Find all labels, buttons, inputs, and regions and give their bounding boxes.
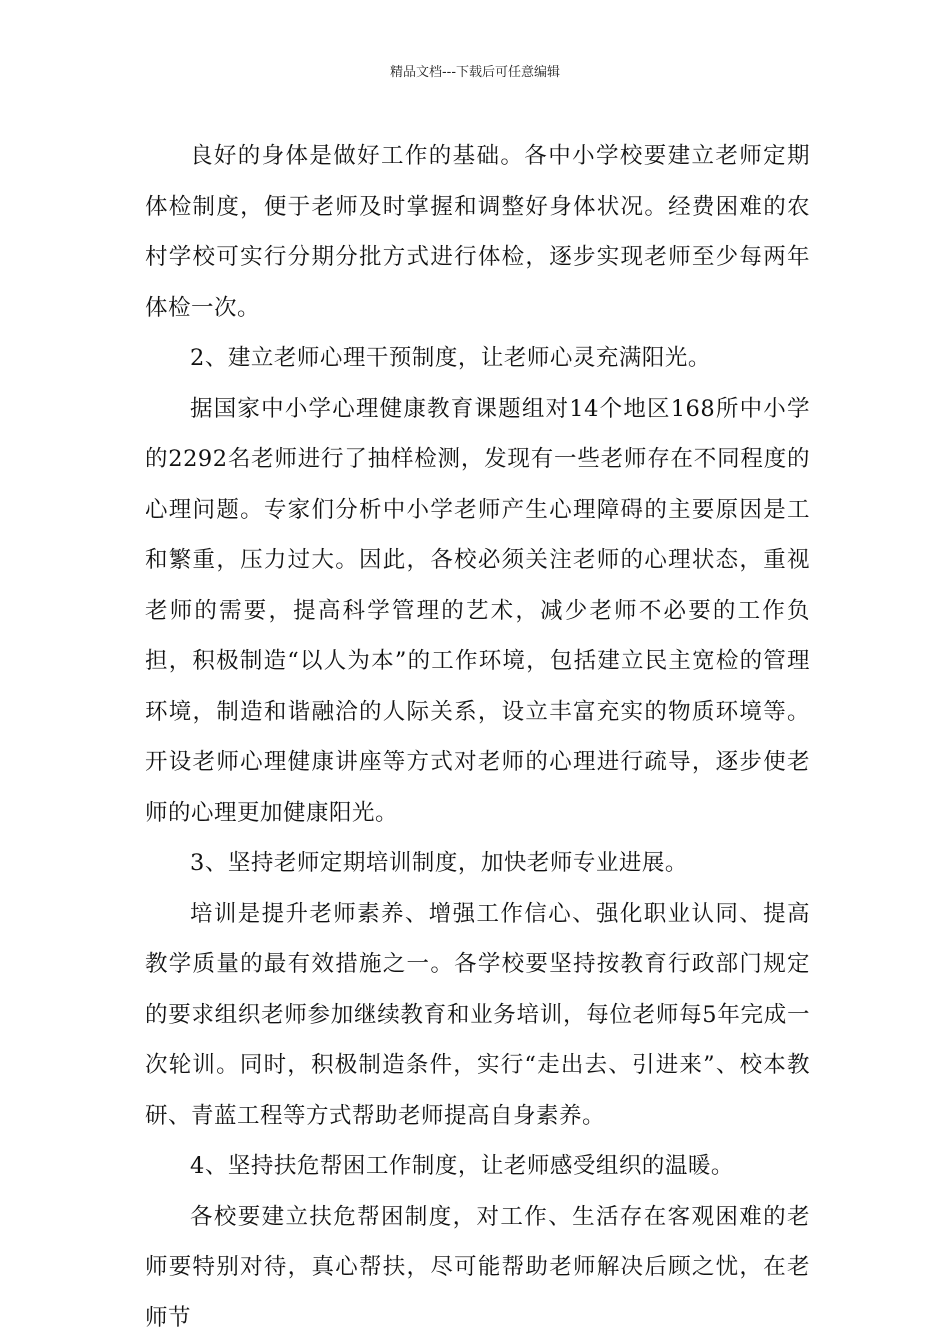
paragraph-training: 培训是提升老师素养、增强工作信心、强化职业认同、提高教学质量的最有效措施之一。各学校要坚持按教育行政部门规定的要求组织老师参加继续教育和业务培训，每位老师每5年完成一次轮训。同时，积极制造条件，实行“走出去、引进来”、校本教研、青蓝工程等方式帮助老师提高自身素养。	[145, 900, 810, 1129]
heading-regular-training: 3、坚持老师定期培训制度，加快老师专业进展。	[190, 850, 688, 876]
document-body	[145, 131, 810, 1343]
heading-psychological-intervention: 2、建立老师心理干预制度，让老师心灵充满阳光。	[190, 345, 711, 371]
paragraph-health-checkup: 良好的身体是做好工作的基础。各中小学校要建立老师定期体检制度，便于老师及时掌握和调整好身体状况。经费困难的农村学校可实行分期分批方式进行体检，逐步实现老师至少每两年体检一次。	[145, 143, 810, 321]
paragraph-psychological-health: 据国家中小学心理健康教育课题组对14个地区168所中小学的2292名老师进行了抽样检测，发现有一些老师存在不同程度的心理问题。专家们分析中小学老师产生心理障碍的主要原因是工和繁重，压力过大。因此，各校必须关注老师的心理状态，重视老师的需要，提高科学管理的艺术，减少老师不必要的工作负担，积极制造“以人为本”的工作环境，包括建立民主宽检的管理环境，制造和谐融洽的人际关系，设立丰富充实的物质环境等。开设老师心理健康讲座等方式对老师的心理进行疏导，逐步使老师的心理更加健康阳光。	[145, 395, 810, 826]
heading-poverty-assistance: 4、坚持扶危帮困工作制度，让老师感受组织的温暖。	[190, 1153, 734, 1179]
paragraph-assistance: 各校要建立扶危帮困制度，对工作、生活存在客观困难的老师要特别对待，真心帮扶，尽可能帮助老师解决后顾之忧，在老师节	[145, 1203, 810, 1331]
page-header: 精品文档---下载后可任意编辑	[389, 65, 561, 80]
